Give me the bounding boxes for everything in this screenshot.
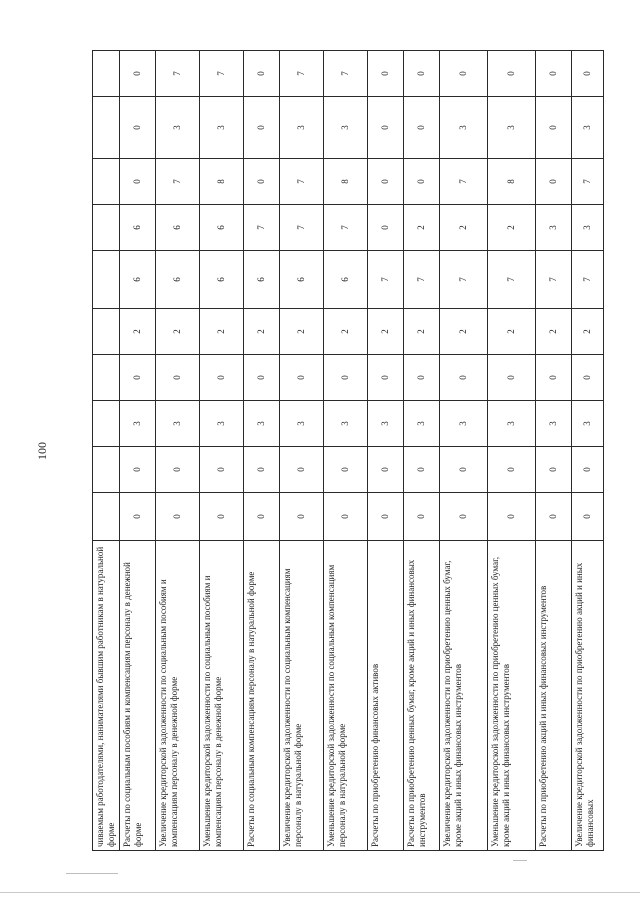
- table-row: [156, 51, 200, 851]
- code-cell: 3: [156, 401, 200, 447]
- code-cell: 0: [120, 447, 156, 493]
- code-cell: 6: [280, 251, 324, 309]
- code-cell: 7: [280, 159, 324, 205]
- code-cell: [93, 159, 120, 205]
- row-label: Увеличение кредиторской задолженности по социальным пособиям и компенсациям персоналу в денежной форме: [156, 541, 200, 851]
- code-cell: [93, 97, 120, 159]
- code-cell: 0: [280, 493, 324, 541]
- code-cell: 3: [156, 97, 200, 159]
- code-cell: 6: [156, 251, 200, 309]
- code-cell: 3: [200, 401, 244, 447]
- table-row: [200, 51, 244, 851]
- table-row: [280, 51, 324, 851]
- code-cell: 3: [324, 401, 368, 447]
- code-cell: 0: [536, 97, 572, 159]
- table-body: [93, 51, 604, 851]
- row-label: Уменьшение кредиторской задолженности по социальным пособиям и компенсациям персоналу в денежной форме: [200, 541, 244, 851]
- row-label: Уменьшение кредиторской задолженности по социальным компенсациям персоналу в натуральной форме: [324, 541, 368, 851]
- row-label: чиваемым работодателями, нанимателями бывшим работникам в натуральной форме: [93, 541, 120, 851]
- code-cell: [93, 493, 120, 541]
- code-cell: 0: [488, 355, 536, 401]
- code-cell: 0: [368, 205, 404, 251]
- code-cell: 0: [324, 493, 368, 541]
- code-cell: 3: [572, 401, 604, 447]
- code-cell: 0: [244, 159, 280, 205]
- code-cell: 7: [572, 159, 604, 205]
- code-cell: 3: [488, 97, 536, 159]
- code-cell: 3: [280, 97, 324, 159]
- code-cell: 2: [244, 309, 280, 355]
- code-cell: 0: [156, 493, 200, 541]
- code-cell: 3: [368, 401, 404, 447]
- code-cell: 0: [404, 97, 440, 159]
- code-cell: 8: [488, 159, 536, 205]
- rotated-table-frame: [92, 51, 595, 851]
- code-cell: 0: [280, 447, 324, 493]
- code-cell: 0: [244, 51, 280, 97]
- code-cell: 7: [200, 51, 244, 97]
- code-cell: 0: [120, 97, 156, 159]
- scan-mark: [513, 860, 527, 861]
- code-cell: 7: [440, 251, 488, 309]
- code-cell: 0: [440, 493, 488, 541]
- code-cell: 7: [440, 159, 488, 205]
- page-number: 100: [35, 442, 49, 460]
- code-cell: 6: [244, 251, 280, 309]
- code-cell: 7: [324, 205, 368, 251]
- table-row: [536, 51, 572, 851]
- code-cell: 0: [572, 447, 604, 493]
- code-cell: 0: [488, 493, 536, 541]
- table-row: [440, 51, 488, 851]
- row-label: Увеличение кредиторской задолженности по приобретению акций и иных финансовых: [572, 541, 604, 851]
- code-cell: 6: [324, 251, 368, 309]
- code-cell: 0: [404, 493, 440, 541]
- code-cell: 3: [536, 401, 572, 447]
- code-cell: 0: [368, 97, 404, 159]
- code-cell: 6: [156, 205, 200, 251]
- code-cell: 0: [368, 493, 404, 541]
- code-cell: 0: [244, 97, 280, 159]
- code-cell: 2: [280, 309, 324, 355]
- code-cell: 7: [156, 51, 200, 97]
- table-row: [368, 51, 404, 851]
- code-cell: 3: [280, 401, 324, 447]
- code-cell: 0: [280, 355, 324, 401]
- code-cell: 7: [244, 205, 280, 251]
- code-cell: 0: [244, 493, 280, 541]
- accounts-table: [92, 50, 604, 851]
- code-cell: [93, 447, 120, 493]
- code-cell: 0: [440, 51, 488, 97]
- code-cell: 2: [488, 309, 536, 355]
- table-row: [404, 51, 440, 851]
- code-cell: 0: [488, 447, 536, 493]
- code-cell: [93, 51, 120, 97]
- code-cell: 2: [572, 309, 604, 355]
- code-cell: 0: [120, 159, 156, 205]
- code-cell: 0: [120, 51, 156, 97]
- code-cell: 2: [368, 309, 404, 355]
- code-cell: 3: [440, 97, 488, 159]
- code-cell: 2: [440, 309, 488, 355]
- row-label: Расчеты по приобретению финансовых активов: [368, 541, 404, 851]
- code-cell: 3: [488, 401, 536, 447]
- code-cell: 0: [368, 447, 404, 493]
- code-cell: [93, 205, 120, 251]
- code-cell: 7: [404, 251, 440, 309]
- code-cell: 0: [536, 159, 572, 205]
- row-label: Увеличение кредиторской задолженности по приобретению ценных бумаг, кроме акций и иных финансовых инструментов: [440, 541, 488, 851]
- code-cell: 8: [324, 159, 368, 205]
- code-cell: 0: [324, 447, 368, 493]
- code-cell: 0: [536, 51, 572, 97]
- code-cell: 2: [324, 309, 368, 355]
- code-cell: 3: [244, 401, 280, 447]
- code-cell: 3: [200, 97, 244, 159]
- code-cell: 0: [572, 355, 604, 401]
- table-row: [244, 51, 280, 851]
- row-label: Увеличение кредиторской задолженности по социальным компенсациям персоналу в натуральной форме: [280, 541, 324, 851]
- code-cell: 0: [156, 447, 200, 493]
- code-cell: 0: [244, 355, 280, 401]
- code-cell: 3: [572, 205, 604, 251]
- code-cell: [93, 251, 120, 309]
- code-cell: 0: [368, 355, 404, 401]
- code-cell: 6: [120, 205, 156, 251]
- code-cell: 2: [120, 309, 156, 355]
- code-cell: 0: [536, 493, 572, 541]
- row-label: Расчеты по социальным компенсациям персоналу в натуральной форме: [244, 541, 280, 851]
- table-row: [572, 51, 604, 851]
- code-cell: 0: [244, 447, 280, 493]
- code-cell: 6: [120, 251, 156, 309]
- code-cell: 2: [440, 205, 488, 251]
- code-cell: 3: [572, 97, 604, 159]
- code-cell: 0: [404, 447, 440, 493]
- code-cell: 2: [200, 309, 244, 355]
- code-cell: 0: [404, 159, 440, 205]
- code-cell: 3: [324, 97, 368, 159]
- scan-mark: [66, 873, 118, 874]
- code-cell: 0: [156, 355, 200, 401]
- code-cell: 0: [536, 447, 572, 493]
- code-cell: 3: [120, 401, 156, 447]
- code-cell: 7: [536, 251, 572, 309]
- code-cell: 0: [572, 51, 604, 97]
- code-cell: 7: [368, 251, 404, 309]
- row-label: Расчеты по приобретению акций и иных финансовых инструментов: [536, 541, 572, 851]
- code-cell: 2: [404, 309, 440, 355]
- code-cell: 0: [440, 447, 488, 493]
- code-cell: 3: [440, 401, 488, 447]
- code-cell: 0: [200, 447, 244, 493]
- code-cell: 8: [200, 159, 244, 205]
- code-cell: 0: [368, 51, 404, 97]
- code-cell: 0: [404, 355, 440, 401]
- code-cell: 2: [536, 309, 572, 355]
- table-row: [120, 51, 156, 851]
- code-cell: 7: [572, 251, 604, 309]
- code-cell: 2: [404, 205, 440, 251]
- table-row: [488, 51, 536, 851]
- code-cell: 2: [156, 309, 200, 355]
- code-cell: 6: [200, 205, 244, 251]
- code-cell: 0: [200, 493, 244, 541]
- code-cell: 0: [120, 355, 156, 401]
- code-cell: 7: [488, 251, 536, 309]
- code-cell: 0: [200, 355, 244, 401]
- code-cell: [93, 355, 120, 401]
- code-cell: 0: [368, 159, 404, 205]
- code-cell: 0: [488, 51, 536, 97]
- table-row: [324, 51, 368, 851]
- code-cell: 7: [324, 51, 368, 97]
- code-cell: 2: [488, 205, 536, 251]
- code-cell: [93, 401, 120, 447]
- code-cell: [93, 309, 120, 355]
- code-cell: 0: [572, 493, 604, 541]
- row-label: Расчеты по социальным пособиям и компенсациям персоналу в денежной форме: [120, 541, 156, 851]
- code-cell: 6: [200, 251, 244, 309]
- row-label: Уменьшение кредиторской задолженности по приобретению ценных бумаг, кроме акций и иных финансовых инструментов: [488, 541, 536, 851]
- code-cell: 0: [324, 355, 368, 401]
- page-crease: [0, 892, 640, 893]
- code-cell: 7: [280, 51, 324, 97]
- row-label: Расчеты по приобретению ценных бумаг, кроме акций и иных финансовых инструментов: [404, 541, 440, 851]
- code-cell: 3: [404, 401, 440, 447]
- table-row: [93, 51, 120, 851]
- code-cell: 0: [536, 355, 572, 401]
- code-cell: 0: [120, 493, 156, 541]
- code-cell: 7: [280, 205, 324, 251]
- code-cell: 0: [440, 355, 488, 401]
- code-cell: 3: [536, 205, 572, 251]
- code-cell: 7: [156, 159, 200, 205]
- code-cell: 0: [404, 51, 440, 97]
